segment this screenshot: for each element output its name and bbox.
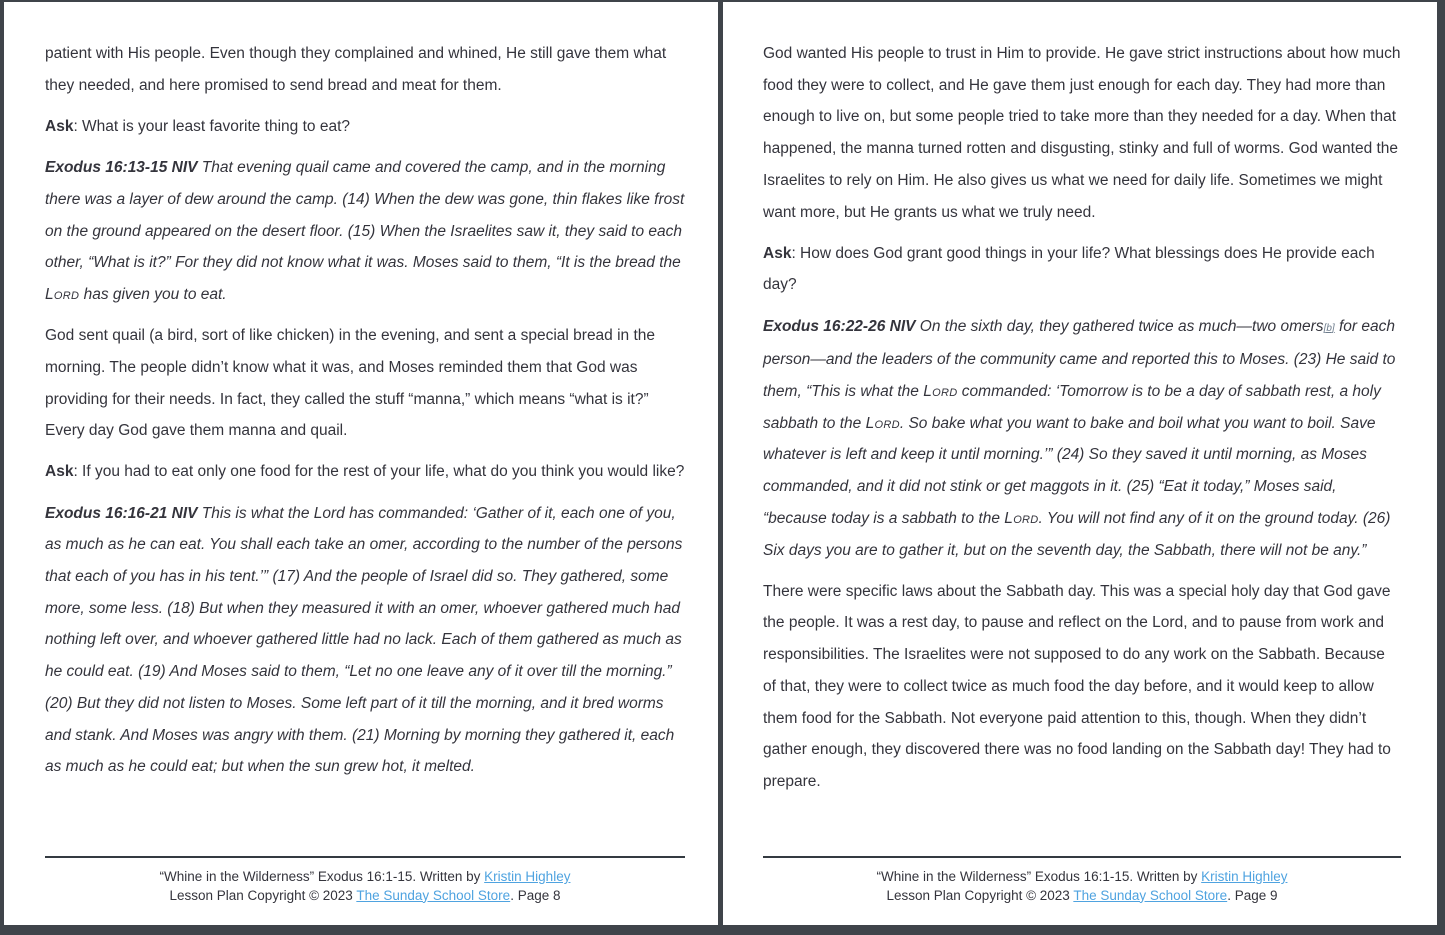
paragraph-text: God wanted His people to trust in Him to provide. He gave strict instructions about how much food they were to collect, and He gave them just enough for each day. They had more than enough to live on, but some people tried to take more than they needed for a day. When that happened, the manna turned rotten and disgusting, stinky and full of worms. God wanted the Israelites to rely on Him. He also gives us what we need for daily life. Sometimes we might want more, but He grants us what we truly need. [763,45,1401,221]
author-link[interactable]: Kristin Highley [1201,869,1288,884]
ask-label: Ask [45,463,74,481]
scripture-text: . So bake what you want to bake and boil what you want to boil. Save whatever is left and keep it until morning.’” (24) So they saved it until morning, as Moses commanded, and it did not stink or get maggots in it. (25) “Eat it today,” Moses said, “because today is a sabbath to the [763,414,1376,527]
store-link[interactable]: The Sunday School Store [1073,887,1228,903]
paragraph-text: God sent quail (a bird, sort of like chicken) in the evening, and sent a special bread in the morning. The people didn’t know what it was, and Moses reminded them that God was providing for their needs. In fact, they called the stuff “manna,” which means “what is it?” Every day God gave them manna and quail. [45,327,656,440]
scripture-text: On the sixth day, they gathered twice as much—two omers [915,317,1324,335]
scripture-reference: Exodus 16:13-15 NIV [45,159,198,177]
lord-small-caps: Lord [923,383,958,401]
scripture-quote [763,311,1401,567]
lord-small-caps: Lord [865,414,900,432]
page-footer [45,856,685,905]
page-footer [763,856,1401,905]
footer-divider [763,856,1401,858]
document-page-8 [4,2,718,925]
footer-title-text: “Whine in the Wilderness” Exodus 16:1-15. Written by [159,869,485,884]
scripture-text: has given you to eat. [79,285,227,303]
scripture-reference: Exodus 16:22-26 NIV [763,317,916,335]
store-link[interactable]: The Sunday School Store [356,887,511,903]
footer-copyright-text: Lesson Plan Copyright © 2023 [886,887,1074,903]
ask-label: Ask [763,244,792,262]
document-page-9 [723,2,1437,925]
ask-paragraph [45,456,685,488]
lord-small-caps: Lord [45,285,80,303]
page-number: . Page 9 [1227,887,1278,903]
page-9-content [723,2,1437,798]
paragraph [45,38,685,101]
ask-text: : If you had to eat only one food for the rest of your life, what do you think you would like? [73,463,685,481]
footer-line-2 [45,887,685,906]
footer-copyright-text: Lesson Plan Copyright © 2023 [169,887,357,903]
lord-small-caps: Lord [1004,509,1039,527]
ask-paragraph [45,111,685,143]
scripture-text: for each person—and the leaders of the community came and reported this to Moses. (23) He said to them, “This is what the [763,317,1396,401]
page-8-content [4,2,718,783]
ask-text: : How does God grant good things in your life? What blessings does He provide each day? [763,244,1375,294]
footer-divider [45,856,685,858]
ask-text: : What is your least favorite thing to eat? [73,117,350,135]
author-link[interactable]: Kristin Highley [484,869,571,884]
page-number: . Page 8 [510,887,561,903]
scripture-text: That evening quail came and covered the camp, and in the morning there was a layer of dew around the camp. (14) When the dew was gone, thin flakes like frost on the ground appeared on the desert floor. (15) When the Israelites saw it, they said to each other, “What is it?” For they did not know what it was. Moses said to them, “It is the bread the [45,159,685,272]
footer-line-1 [763,868,1401,887]
footer-line-2 [763,887,1401,906]
paragraph [45,320,685,447]
scripture-text: . You will not find any of it on the ground today. (26) Six days you are to gather it, but on the seventh day, the Sabbath, there will not be any.” [763,509,1391,559]
paragraph [763,38,1401,228]
scripture-quote [45,498,685,783]
scripture-text: commanded: ‘Tomorrow is to be a day of sabbath rest, a holy sabbath to the [763,383,1381,432]
footer-title-text: “Whine in the Wilderness” Exodus 16:1-15. Written by [876,869,1202,884]
scripture-quote [45,152,685,311]
ask-paragraph [763,238,1401,301]
paragraph-text: patient with His people. Even though they complained and whined, He still gave them what they needed, and here promised to send bread and meat for them. [45,45,667,94]
footer-line-1 [45,868,685,887]
scripture-reference: Exodus 16:16-21 NIV [45,504,198,522]
footnote-marker-link[interactable]: [b] [1323,322,1335,334]
scripture-text: This is what the Lord has commanded: ‘Gather of it, each one of you, as much as he can eat. You shall each take an omer, according to the number of the persons that each of you has in his tent.’” (17) And the people of Israel did so. They gathered, some more, some less. (18) But when they measured it with an omer, whoever gathered much had nothing left over, and whoever gathered little had no lack. Each of them gathered as much as he could eat. (19) And Moses said to them, “Let no one leave any of it over till the morning.” (20) But they did not listen to Moses. Some left part of it till the morning, and it bred worms and stank. And Moses was angry with them. (21) Morning by morning they gathered it, each as much as he could eat; but when the sun grew hot, it melted. [45,504,683,776]
ask-label: Ask [45,117,74,135]
paragraph-text: There were specific laws about the Sabbath day. This was a special holy day that God gave the people. It was a rest day, to pause and reflect on the Lord, and to pause from work and responsibilities. The Israelites were not supposed to do any work on the Sabbath. Because of that, they were to collect twice as much food the day before, and it would keep to allow them food for the Sabbath. Not everyone paid attention to this, though. When they didn’t gather enough, they discovered there was no food landing on the Sabbath day! They had to prepare. [763,582,1391,790]
paragraph [763,576,1401,798]
